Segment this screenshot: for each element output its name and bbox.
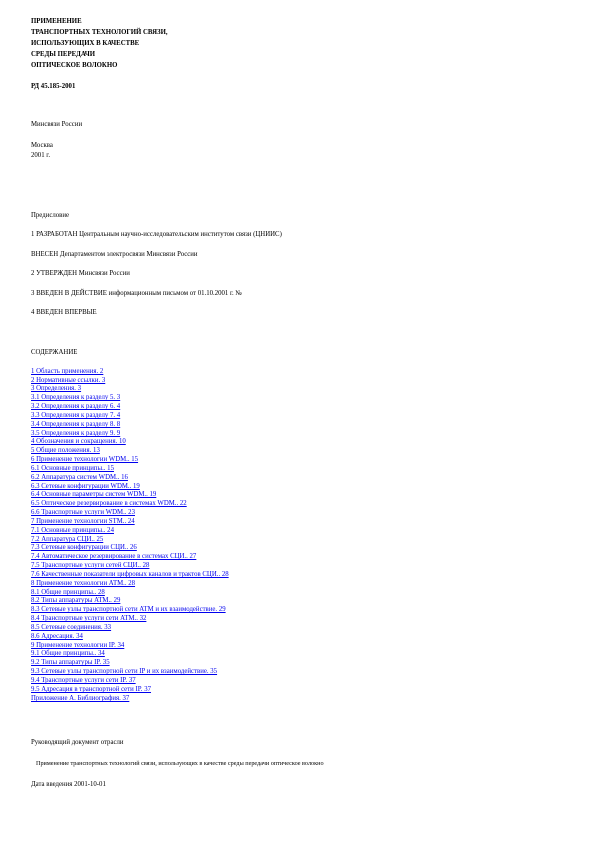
toc-item [31, 465, 114, 473]
toc-link[interactable]: 6.3 Сетевые конфигурации WDM.. 19 [31, 483, 140, 490]
toc-item [31, 421, 120, 429]
toc-item [31, 368, 103, 376]
toc-link[interactable]: 6.2 Аппаратура систем WDM.. 16 [31, 474, 128, 481]
toc-item [31, 447, 100, 455]
toc-item [31, 686, 151, 694]
toc-link[interactable]: 3.2 Определения к разделу 6. 4 [31, 403, 121, 410]
toc-link[interactable]: 7.1 Основные принципы.. 24 [31, 527, 114, 534]
toc-item [31, 527, 114, 535]
toc-link[interactable]: 8 Применение технологии ATM.. 28 [31, 580, 136, 587]
title-line: СРЕДЫ ПЕРЕДАЧИ [31, 51, 95, 58]
toc-link[interactable]: 9.3 Сетевые узлы транспортной сети IP и их взаимодействие. 35 [31, 668, 218, 675]
toc-item [31, 544, 137, 552]
toc-item [31, 500, 187, 508]
toc-item [31, 633, 83, 641]
toc-item [31, 456, 138, 464]
toc-item [31, 553, 196, 561]
toc-item [31, 562, 149, 570]
toc-link[interactable]: 9.5 Адресация в транспортной сети IP. 37 [31, 686, 151, 693]
toc-item [31, 659, 110, 667]
publisher: Минсвязи России [31, 121, 83, 128]
toc-link[interactable]: 8.1 Общие принципы.. 28 [31, 589, 105, 596]
guidance-document-label: Руководящий документ отрасли [31, 739, 124, 746]
toc-link[interactable]: 3.4 Определения к разделу 8. 8 [31, 421, 121, 428]
toc-link[interactable]: 9.4 Транспортные услуги сети IP. 37 [31, 677, 136, 684]
toc-link[interactable]: 9.1 Общие принципы.. 34 [31, 650, 105, 657]
toc-item [31, 597, 120, 605]
document-subject: Применение транспортных технологий связи, использующих в качестве среды передачи оптическое волокно [36, 760, 324, 767]
toc-item [31, 668, 217, 676]
toc-item [31, 438, 126, 446]
toc-item [31, 624, 111, 632]
preface-item: 2 УТВЕРЖДЕН Минсвязи России [31, 270, 130, 277]
toc-item [31, 403, 120, 411]
preface-item: 3 ВВЕДЕН В ДЕЙСТВИЕ информационным письмом от 01.10.2001 г. № [31, 290, 242, 297]
title-line: ПРИМЕНЕНИЕ [31, 18, 82, 25]
title-line: ТРАНСПОРТНЫХ ТЕХНОЛОГИЙ СВЯЗИ, [31, 29, 168, 36]
toc-item [31, 571, 229, 579]
toc-item [31, 580, 135, 588]
toc-link[interactable]: 6.5 Оптическое резервирование в системах WDM.. 22 [31, 500, 187, 507]
document-number: РД 45.185-2001 [31, 83, 76, 90]
toc-link[interactable]: 3.5 Определения к разделу 9. 9 [31, 430, 121, 437]
toc-link[interactable]: 8.5 Сетевые соединения. 33 [31, 624, 112, 631]
toc-item [31, 491, 156, 499]
toc-item [31, 518, 135, 526]
preface-item: 4 ВВЕДЕН ВПЕРВЫЕ [31, 309, 97, 316]
toc-item [31, 430, 120, 438]
toc-item [31, 377, 105, 385]
preface-item: ВНЕСЕН Департаментом электросвязи Минсвязи России [31, 251, 198, 258]
toc-link[interactable]: 3.3 Определения к разделу 7. 4 [31, 412, 121, 419]
toc-link[interactable]: 5 Общие положения. 13 [31, 447, 100, 454]
toc-item [31, 536, 103, 544]
toc-link[interactable]: 8.2 Типы аппаратуры ATM.. 29 [31, 597, 121, 604]
toc-link[interactable]: 3.1 Определения к разделу 5. 3 [31, 394, 121, 401]
publication-city: Москва [31, 142, 53, 149]
toc-item [31, 589, 105, 597]
title-line: ИСПОЛЬЗУЮЩИХ В КАЧЕСТВЕ [31, 40, 140, 47]
toc-link[interactable]: 7.5 Транспортные услуги сетей СЦИ.. 28 [31, 562, 150, 569]
toc-link[interactable]: 7.6 Качественные показатели цифровых каналов и трактов СЦИ.. 28 [31, 571, 229, 578]
toc-link[interactable]: Приложение А. Библиография. 37 [31, 695, 130, 702]
toc-item [31, 412, 120, 420]
toc-item [31, 474, 128, 482]
toc-item [31, 615, 146, 623]
toc-link[interactable]: 7.3 Сетевые конфигурации СЦИ.. 26 [31, 544, 137, 551]
toc-link[interactable]: 7.4 Автоматическое резервирование в системах СЦИ.. 27 [31, 553, 197, 560]
toc-link[interactable]: 3 Определения. 3 [31, 385, 82, 392]
toc-link[interactable]: 6.4 Основные параметры систем WDM.. 19 [31, 491, 157, 498]
toc-link[interactable]: 1 Область применения. 2 [31, 368, 104, 375]
toc-link[interactable]: 6 Применение технологии WDM.. 15 [31, 456, 139, 463]
toc-link[interactable]: 9.2 Типы аппаратуры IP. 35 [31, 659, 110, 666]
toc-item [31, 642, 124, 650]
toc-item [31, 509, 135, 517]
toc-link[interactable]: 2 Нормативные ссылки. 3 [31, 377, 106, 384]
toc-link[interactable]: 6.6 Транспортные услуги WDM.. 23 [31, 509, 135, 516]
toc-item [31, 385, 81, 393]
toc-link[interactable]: 8.3 Сетевые узлы транспортной сети ATM и их взаимодействие. 29 [31, 606, 226, 613]
toc-item [31, 650, 105, 658]
toc-link[interactable]: 4 Обозначения и сокращения. 10 [31, 438, 126, 445]
introduction-date: Дата введения 2001-10-01 [31, 781, 106, 788]
toc-link[interactable]: 8.4 Транспортные услуги сети ATM.. 32 [31, 615, 147, 622]
toc-link[interactable]: 6.1 Основные принципы.. 15 [31, 465, 114, 472]
toc-item [31, 695, 129, 703]
publication-year: 2001 г. [31, 152, 51, 159]
toc-heading: СОДЕРЖАНИЕ [31, 349, 78, 356]
toc-link[interactable]: 7 Применение технологии STM.. 24 [31, 518, 135, 525]
toc-item [31, 606, 226, 614]
preface-heading: Предисловие [31, 212, 70, 219]
toc-item [31, 394, 120, 402]
toc-link[interactable]: 7.2 Аппаратура СЦИ.. 25 [31, 536, 104, 543]
toc-link[interactable]: 9 Применение технологии IP. 34 [31, 642, 125, 649]
toc-item [31, 677, 136, 685]
preface-item: 1 РАЗРАБОТАН Центральным научно-исследовательским институтом связи (ЦНИИС) [31, 231, 282, 238]
title-line: ОПТИЧЕСКОЕ ВОЛОКНО [31, 62, 118, 69]
toc-item [31, 483, 140, 491]
toc-link[interactable]: 8.6 Адресация. 34 [31, 633, 83, 640]
